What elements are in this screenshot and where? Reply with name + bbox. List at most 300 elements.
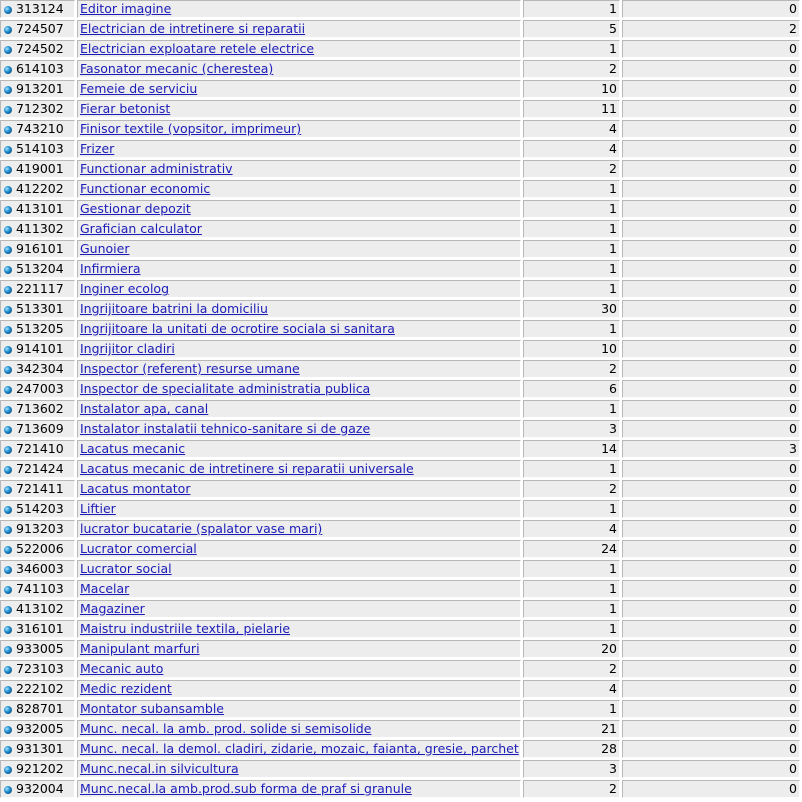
name-cell — [77, 600, 521, 618]
occupation-link[interactable]: Inginer ecolog — [80, 281, 170, 296]
count1-cell: 11 — [523, 100, 620, 118]
occupation-code: 724507 — [16, 21, 64, 36]
table-row — [0, 60, 800, 78]
code-cell — [0, 580, 75, 598]
count1-cell: 10 — [523, 80, 620, 98]
count1-cell: 1 — [523, 280, 620, 298]
count1-cell: 1 — [523, 600, 620, 618]
table-row — [0, 220, 800, 238]
table-row — [0, 400, 800, 418]
code-cell — [0, 420, 75, 438]
occupation-link[interactable]: Lucrator comercial — [80, 541, 197, 556]
count2-cell: 0 — [622, 600, 800, 618]
bullet-icon — [4, 566, 12, 574]
table-row — [0, 740, 800, 758]
count1-cell: 14 — [523, 440, 620, 458]
code-cell — [0, 20, 75, 38]
count1-cell: 28 — [523, 740, 620, 758]
code-cell — [0, 360, 75, 378]
occupation-code: 412202 — [16, 181, 64, 196]
name-cell — [77, 760, 521, 778]
code-cell — [0, 180, 75, 198]
bullet-icon — [4, 246, 12, 254]
bullet-icon — [4, 506, 12, 514]
occupation-code: 513301 — [16, 301, 64, 316]
table-row — [0, 700, 800, 718]
occupation-link[interactable]: Ingrijitoare la unitati de ocrotire sociala si sanitara — [80, 321, 395, 336]
count2-cell: 0 — [622, 560, 800, 578]
code-cell — [0, 740, 75, 758]
count2-cell: 0 — [622, 260, 800, 278]
count2-cell: 0 — [622, 460, 800, 478]
count1-cell: 24 — [523, 540, 620, 558]
count2-cell: 0 — [622, 100, 800, 118]
occupation-link[interactable]: Femeie de serviciu — [80, 81, 198, 96]
count1-cell: 1 — [523, 180, 620, 198]
occupation-link[interactable]: Inspector de specialitate administratia publica — [80, 381, 371, 396]
bullet-icon — [4, 746, 12, 754]
name-cell — [77, 540, 521, 558]
count1-cell: 1 — [523, 400, 620, 418]
code-cell — [0, 560, 75, 578]
count1-cell: 5 — [523, 20, 620, 38]
bullet-icon — [4, 546, 12, 554]
count1-cell: 2 — [523, 480, 620, 498]
name-cell — [77, 340, 521, 358]
occupation-code: 721410 — [16, 441, 64, 456]
occupation-link[interactable]: Macelar — [80, 581, 130, 596]
name-cell — [77, 520, 521, 538]
table-row — [0, 720, 800, 738]
occupation-link[interactable]: Functionar administrativ — [80, 161, 233, 176]
bullet-icon — [4, 626, 12, 634]
count2-cell: 0 — [622, 700, 800, 718]
count2-cell: 0 — [622, 620, 800, 638]
name-cell — [77, 160, 521, 178]
table-row — [0, 80, 800, 98]
occupation-code: 723103 — [16, 661, 64, 676]
name-cell — [77, 260, 521, 278]
occupation-link[interactable]: Lacatus mecanic de intretinere si reparatii universale — [80, 461, 414, 476]
name-cell — [77, 320, 521, 338]
count2-cell: 0 — [622, 360, 800, 378]
occupation-code: 221117 — [16, 281, 64, 296]
count2-cell: 0 — [622, 540, 800, 558]
bullet-icon — [4, 366, 12, 374]
count1-cell: 1 — [523, 620, 620, 638]
table-row — [0, 560, 800, 578]
table-row — [0, 540, 800, 558]
count1-cell: 2 — [523, 160, 620, 178]
occupation-code: 932004 — [16, 781, 64, 796]
count1-cell: 1 — [523, 260, 620, 278]
code-cell — [0, 720, 75, 738]
occupation-link[interactable]: Lacatus montator — [80, 481, 191, 496]
name-cell — [77, 420, 521, 438]
bullet-icon — [4, 646, 12, 654]
occupation-code: 522006 — [16, 541, 64, 556]
table-row — [0, 600, 800, 618]
name-cell — [77, 480, 521, 498]
count2-cell: 0 — [622, 740, 800, 758]
bullet-icon — [4, 426, 12, 434]
name-cell — [77, 100, 521, 118]
name-cell — [77, 280, 521, 298]
count1-cell: 3 — [523, 420, 620, 438]
occupation-link[interactable]: Editor imagine — [80, 1, 172, 16]
occupation-code: 222102 — [16, 681, 64, 696]
count2-cell: 0 — [622, 660, 800, 678]
count2-cell: 0 — [622, 220, 800, 238]
code-cell — [0, 400, 75, 418]
occupation-link[interactable]: Munc.necal.in silvicultura — [80, 761, 239, 776]
count1-cell: 1 — [523, 220, 620, 238]
code-cell — [0, 340, 75, 358]
name-cell — [77, 220, 521, 238]
table-row — [0, 260, 800, 278]
code-cell — [0, 220, 75, 238]
count2-cell: 0 — [622, 720, 800, 738]
name-cell — [77, 720, 521, 738]
table-row — [0, 100, 800, 118]
name-cell — [77, 80, 521, 98]
bullet-icon — [4, 486, 12, 494]
occupation-code: 721411 — [16, 481, 64, 496]
count2-cell: 0 — [622, 240, 800, 258]
occupation-link[interactable]: Manipulant marfuri — [80, 641, 200, 656]
name-cell — [77, 780, 521, 798]
count1-cell: 1 — [523, 580, 620, 598]
occupation-link[interactable]: Ingrijitor cladiri — [80, 341, 175, 356]
count1-cell: 4 — [523, 680, 620, 698]
occupation-code: 247003 — [16, 381, 64, 396]
code-cell — [0, 600, 75, 618]
count2-cell: 0 — [622, 400, 800, 418]
table-row — [0, 460, 800, 478]
count1-cell: 3 — [523, 760, 620, 778]
occupation-link[interactable]: Inspector (referent) resurse umane — [80, 361, 300, 376]
occupation-code: 513205 — [16, 321, 64, 336]
bullet-icon — [4, 706, 12, 714]
count1-cell: 2 — [523, 360, 620, 378]
occupation-link[interactable]: Electrician de intretinere si reparatii — [80, 21, 306, 36]
bullet-icon — [4, 286, 12, 294]
name-cell — [77, 620, 521, 638]
table-row — [0, 140, 800, 158]
count1-cell: 4 — [523, 120, 620, 138]
count2-cell: 0 — [622, 180, 800, 198]
count2-cell: 0 — [622, 780, 800, 798]
code-cell — [0, 460, 75, 478]
occupation-link[interactable]: Frizer — [80, 141, 115, 156]
table-row — [0, 660, 800, 678]
bullet-icon — [4, 146, 12, 154]
table-row — [0, 40, 800, 58]
code-cell — [0, 260, 75, 278]
occupation-code: 514103 — [16, 141, 64, 156]
code-cell — [0, 320, 75, 338]
table-row — [0, 580, 800, 598]
name-cell — [77, 560, 521, 578]
occupation-code: 741103 — [16, 581, 64, 596]
code-cell — [0, 700, 75, 718]
code-cell — [0, 240, 75, 258]
occupation-link[interactable]: Munc. necal. la amb. prod. solide si semisolide — [80, 721, 372, 736]
table-row — [0, 440, 800, 458]
code-cell — [0, 540, 75, 558]
code-cell — [0, 0, 75, 18]
bullet-icon — [4, 6, 12, 14]
count1-cell: 1 — [523, 320, 620, 338]
occupation-link[interactable]: Lacatus mecanic — [80, 441, 186, 456]
occupation-link[interactable]: Liftier — [80, 501, 116, 516]
name-cell — [77, 400, 521, 418]
occupation-link[interactable]: Functionar economic — [80, 181, 211, 196]
count1-cell: 2 — [523, 60, 620, 78]
code-cell — [0, 640, 75, 658]
code-cell — [0, 160, 75, 178]
count2-cell: 0 — [622, 380, 800, 398]
count1-cell: 1 — [523, 700, 620, 718]
occupation-code: 313124 — [16, 1, 64, 16]
occupation-code: 914101 — [16, 341, 64, 356]
occupation-code: 419001 — [16, 161, 64, 176]
count1-cell: 1 — [523, 0, 620, 18]
code-cell — [0, 520, 75, 538]
occupation-code: 513204 — [16, 261, 64, 276]
code-cell — [0, 780, 75, 798]
bullet-icon — [4, 186, 12, 194]
code-cell — [0, 140, 75, 158]
occupation-code: 342304 — [16, 361, 64, 376]
code-cell — [0, 380, 75, 398]
count1-cell: 1 — [523, 460, 620, 478]
table-row — [0, 620, 800, 638]
count1-cell: 1 — [523, 560, 620, 578]
code-cell — [0, 500, 75, 518]
count2-cell: 0 — [622, 480, 800, 498]
count2-cell: 0 — [622, 320, 800, 338]
code-cell — [0, 120, 75, 138]
table-row — [0, 500, 800, 518]
name-cell — [77, 140, 521, 158]
count1-cell: 10 — [523, 340, 620, 358]
name-cell — [77, 740, 521, 758]
bullet-icon — [4, 786, 12, 794]
count1-cell: 2 — [523, 780, 620, 798]
name-cell — [77, 500, 521, 518]
count2-cell: 0 — [622, 280, 800, 298]
occupation-code: 913203 — [16, 521, 64, 536]
count1-cell: 1 — [523, 200, 620, 218]
name-cell — [77, 180, 521, 198]
code-cell — [0, 60, 75, 78]
occupation-code: 921202 — [16, 761, 64, 776]
bullet-icon — [4, 606, 12, 614]
occupation-code: 614103 — [16, 61, 64, 76]
occupation-code: 724502 — [16, 41, 64, 56]
table-row — [0, 200, 800, 218]
table-row — [0, 20, 800, 38]
occupation-code: 932005 — [16, 721, 64, 736]
bullet-icon — [4, 206, 12, 214]
count2-cell: 0 — [622, 680, 800, 698]
table-row — [0, 360, 800, 378]
bullet-icon — [4, 726, 12, 734]
name-cell — [77, 580, 521, 598]
code-cell — [0, 280, 75, 298]
table-row — [0, 240, 800, 258]
bullet-icon — [4, 406, 12, 414]
count2-cell: 0 — [622, 340, 800, 358]
bullet-icon — [4, 586, 12, 594]
count2-cell: 0 — [622, 140, 800, 158]
count2-cell: 0 — [622, 40, 800, 58]
table-row — [0, 640, 800, 658]
occupation-link[interactable]: Munc. necal. la demol. cladiri, zidarie, mozaic, faianta, gresie, parchet — [80, 741, 519, 756]
name-cell — [77, 300, 521, 318]
count1-cell: 6 — [523, 380, 620, 398]
occupation-code: 316101 — [16, 621, 64, 636]
occupation-link[interactable]: Instalator apa, canal — [80, 401, 209, 416]
bullet-icon — [4, 166, 12, 174]
bullet-icon — [4, 66, 12, 74]
occupation-link[interactable]: Medic rezident — [80, 681, 172, 696]
table-row — [0, 120, 800, 138]
occupation-link[interactable]: Munc.necal.la amb.prod.sub forma de praf si granule — [80, 781, 412, 796]
name-cell — [77, 380, 521, 398]
count1-cell: 4 — [523, 140, 620, 158]
bullet-icon — [4, 666, 12, 674]
count2-cell: 0 — [622, 500, 800, 518]
count2-cell: 0 — [622, 640, 800, 658]
table-row — [0, 760, 800, 778]
occupation-code: 721424 — [16, 461, 64, 476]
table-row — [0, 420, 800, 438]
occupation-code: 713609 — [16, 421, 64, 436]
name-cell — [77, 640, 521, 658]
occupation-link[interactable]: Instalator instalatii tehnico-sanitare si de gaze — [80, 421, 371, 436]
table-row — [0, 520, 800, 538]
count1-cell: 4 — [523, 520, 620, 538]
occupation-code: 712302 — [16, 101, 64, 116]
count2-cell: 0 — [622, 0, 800, 18]
bullet-icon — [4, 346, 12, 354]
occupation-link[interactable]: Lucrator social — [80, 561, 172, 576]
table-row — [0, 340, 800, 358]
occupation-link[interactable]: Electrician exploatare retele electrice — [80, 41, 315, 56]
count2-cell: 0 — [622, 300, 800, 318]
code-cell — [0, 200, 75, 218]
occupation-link[interactable]: Maistru industriile textila, pielarie — [80, 621, 291, 636]
table-row — [0, 320, 800, 338]
occupation-link[interactable]: Fasonator mecanic (cherestea) — [80, 61, 274, 76]
code-cell — [0, 40, 75, 58]
name-cell — [77, 360, 521, 378]
count1-cell: 1 — [523, 240, 620, 258]
count2-cell: 0 — [622, 120, 800, 138]
name-cell — [77, 680, 521, 698]
code-cell — [0, 80, 75, 98]
occupation-link[interactable]: Magaziner — [80, 601, 145, 616]
occupation-link[interactable]: Finisor textile (vopsitor, imprimeur) — [80, 121, 302, 136]
name-cell — [77, 120, 521, 138]
occupation-link[interactable]: Gestionar depozit — [80, 201, 191, 216]
code-cell — [0, 620, 75, 638]
name-cell — [77, 0, 521, 18]
count2-cell: 0 — [622, 160, 800, 178]
name-cell — [77, 240, 521, 258]
count2-cell: 0 — [622, 60, 800, 78]
occupation-link[interactable]: Gunoier — [80, 241, 130, 256]
occupation-link[interactable]: Ingrijitoare batrini la domiciliu — [80, 301, 268, 316]
occupation-code: 828701 — [16, 701, 64, 716]
count1-cell: 21 — [523, 720, 620, 738]
occupation-link[interactable]: Infirmiera — [80, 261, 141, 276]
bullet-icon — [4, 306, 12, 314]
name-cell — [77, 700, 521, 718]
name-cell — [77, 60, 521, 78]
occupation-code: 916101 — [16, 241, 64, 256]
table-row — [0, 300, 800, 318]
occupation-link[interactable]: Montator subansamble — [80, 701, 224, 716]
count2-cell: 0 — [622, 520, 800, 538]
name-cell — [77, 460, 521, 478]
bullet-icon — [4, 766, 12, 774]
bullet-icon — [4, 466, 12, 474]
occupation-code: 514203 — [16, 501, 64, 516]
code-cell — [0, 300, 75, 318]
table-row — [0, 280, 800, 298]
bullet-icon — [4, 226, 12, 234]
count2-cell: 2 — [622, 20, 800, 38]
occupation-link[interactable]: Grafician calculator — [80, 221, 202, 236]
count1-cell: 2 — [523, 660, 620, 678]
table-row — [0, 380, 800, 398]
bullet-icon — [4, 86, 12, 94]
name-cell — [77, 40, 521, 58]
bullet-icon — [4, 446, 12, 454]
occupation-code: 933005 — [16, 641, 64, 656]
code-cell — [0, 480, 75, 498]
name-cell — [77, 660, 521, 678]
bullet-icon — [4, 686, 12, 694]
table-row — [0, 0, 800, 18]
bullet-icon — [4, 386, 12, 394]
count2-cell: 3 — [622, 440, 800, 458]
count2-cell: 0 — [622, 420, 800, 438]
name-cell — [77, 440, 521, 458]
count2-cell: 0 — [622, 80, 800, 98]
occupation-code: 411302 — [16, 221, 64, 236]
occupation-link[interactable]: Fierar betonist — [80, 101, 171, 116]
occupation-code: 913201 — [16, 81, 64, 96]
occupation-link[interactable]: Mecanic auto — [80, 661, 164, 676]
bullet-icon — [4, 106, 12, 114]
bullet-icon — [4, 266, 12, 274]
table-row — [0, 180, 800, 198]
occupation-link[interactable]: lucrator bucatarie (spalator vase mari) — [80, 521, 323, 536]
count1-cell: 1 — [523, 500, 620, 518]
count1-cell: 20 — [523, 640, 620, 658]
bullet-icon — [4, 126, 12, 134]
bullet-icon — [4, 326, 12, 334]
name-cell — [77, 200, 521, 218]
count2-cell: 0 — [622, 200, 800, 218]
occupation-code: 346003 — [16, 561, 64, 576]
occupation-code: 413101 — [16, 201, 64, 216]
bullet-icon — [4, 46, 12, 54]
